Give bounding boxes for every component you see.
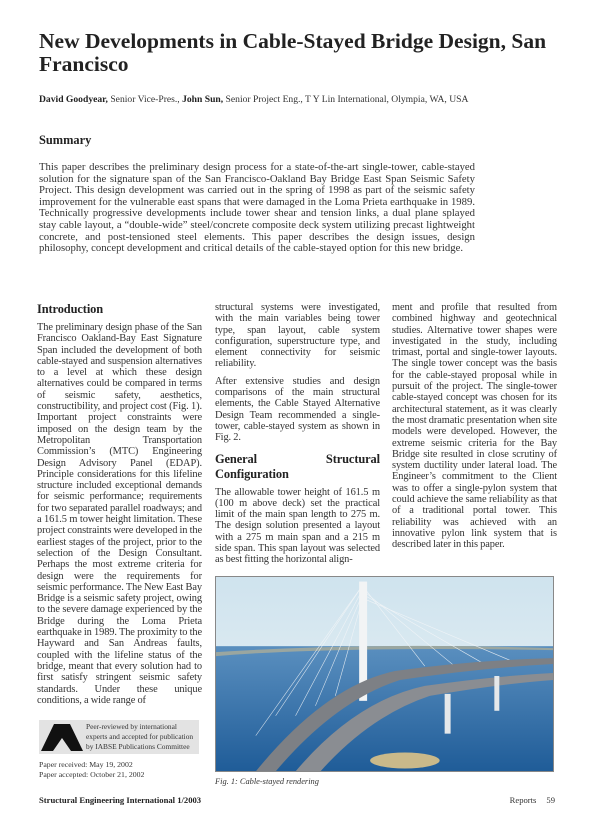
column-2 [215, 302, 380, 572]
journal-footer: Structural Engineering International 1/2003 [39, 795, 202, 805]
summary-heading: Summary [39, 133, 92, 147]
introduction-paragraph-2: After extensive studies and design comparisons of the main structural elements, the Cable Stayed Alternative Design Team recommended a single-tower, cable-stayed system as shown in Fig. 2. [215, 375, 380, 444]
page-title: New Developments in Cable-Stayed Bridge Design, San Francisco [39, 29, 547, 76]
author-2: John Sun, [182, 94, 224, 105]
date-accepted: Paper accepted: October 21, 2002 [39, 769, 145, 779]
introduction-heading: Introduction [37, 302, 104, 316]
introduction-paragraph: The preliminary design phase of the San Francisco Oakland-Bay East Signature Span included the development of both cable-stayed and suspension alternatives to a level at which these design alternatives could be compared in terms of seismic safety, aesthetics, constructibility, and project cost (Fig. 1). Important project constraints were imposed on the design team by the Metropolitan Transportation Commission’s (MTC) Engineering Design Advisory Panel (EDAP). Principle considerations for this lifeline structure included exceptional demands for seismic performance; requirements for two separated parallel roadways; and a 161.5 m tower height limitation. These project constraints were developed in the earliest stages of the project, prior to the selection of the Design Consultant. Perhaps the most extreme criteria for design were the requirements for seismic performance. The New East Bay Bridge is a seismic safety project, owing to the severe damage experienced by the Bridge during the Loma Prieta earthquake in 1989. The proximity to the Hayward and San Andreas faults, coupled with the lifeline status of the bridge, meant that every solution had to first satisfy stringent seismic safety standards. Under these unique conditions, a wide range of [37, 322, 202, 706]
peer-review-box [39, 720, 199, 754]
column-3 [392, 302, 557, 557]
paper-dates [39, 760, 144, 779]
page-footer [500, 795, 555, 805]
summary-text: This paper describes the preliminary design process for a state-of-the-art single-tower, cable-stayed solution for the signature span of the San Francisco-Oakland Bay Bridge East Span Seismic Safety Project. This design development was carried out in the spring of 1998 as part of the seismic safety improvement for the vulnerable east spans that were damaged in the Loma Prieta earthquake in 1989. Technically progressive developments include tower shear and tension links, a dual plane splayed stay cable layout, a “double-wide” steel/concrete composite deck system utilizing precast lightweight concrete, and post-tensioned steel elements. This paper describes the design issues, design philosophy, concept development and critical details of the cable-stayed option for this new bridge. [39, 161, 475, 255]
introduction-paragraph-cont: structural systems were investigated, with the main variables being tower type, span layout, cable system configuration, superstructure type, and element connectivity for seismic reliability. [215, 302, 380, 370]
bridge-rendering-figure [215, 576, 554, 772]
column-1 [37, 302, 202, 712]
page-number: 59 [546, 795, 555, 805]
authors [39, 94, 468, 105]
general-config-paragraph-cont: ment and profile that resulted from combined highway and geotechnical studies. Alternative tower shapes were investigated in the study, including trimast, portal and single-tower layouts. The single tower concept was the basis for the cable-stayed proposal while in pursuit of the project. The single-tower cable-stayed concept was chosen for its architectural statement, as it was clearly the most dramatic presentation when site models were developed. However, the extreme seismic criteria for the Bay Bridge site resulted in close scrutiny of system ductility under lateral load. The Engineer’s commitment to the Client was to offer a single-pylon system that could achieve the same reliability as that of a traditional portal tower. This reliability was achieved with an innovative pylon link system that is described later in this paper. [392, 302, 557, 551]
section-label: Reports [509, 795, 537, 805]
bridge-rendering-image [216, 577, 553, 771]
figure-caption: Fig. 1: Cable-stayed rendering [215, 777, 319, 786]
general-config-heading: General Structural Configuration [215, 451, 380, 481]
author-1: David Goodyear, [39, 94, 108, 105]
date-received: Paper received: May 19, 2002 [39, 760, 133, 769]
peer-review-text: Peer-reviewed by international experts and accepted for publication by IABSE Publications Committee [86, 722, 194, 751]
iabse-logo-icon [41, 724, 83, 752]
author-2-role: Senior Project Eng., T Y Lin International, Olympia, WA, USA [223, 94, 469, 105]
author-1-role: Senior Vice-Pres., [107, 94, 183, 105]
general-config-paragraph: The allowable tower height of 161.5 m (100 m above deck) set the practical limit of the main span length to 275 m. The design solution presented a layout with a 275 m main span and a 215 m side span. This span layout was selected as best fitting the horizontal align- [215, 486, 380, 566]
